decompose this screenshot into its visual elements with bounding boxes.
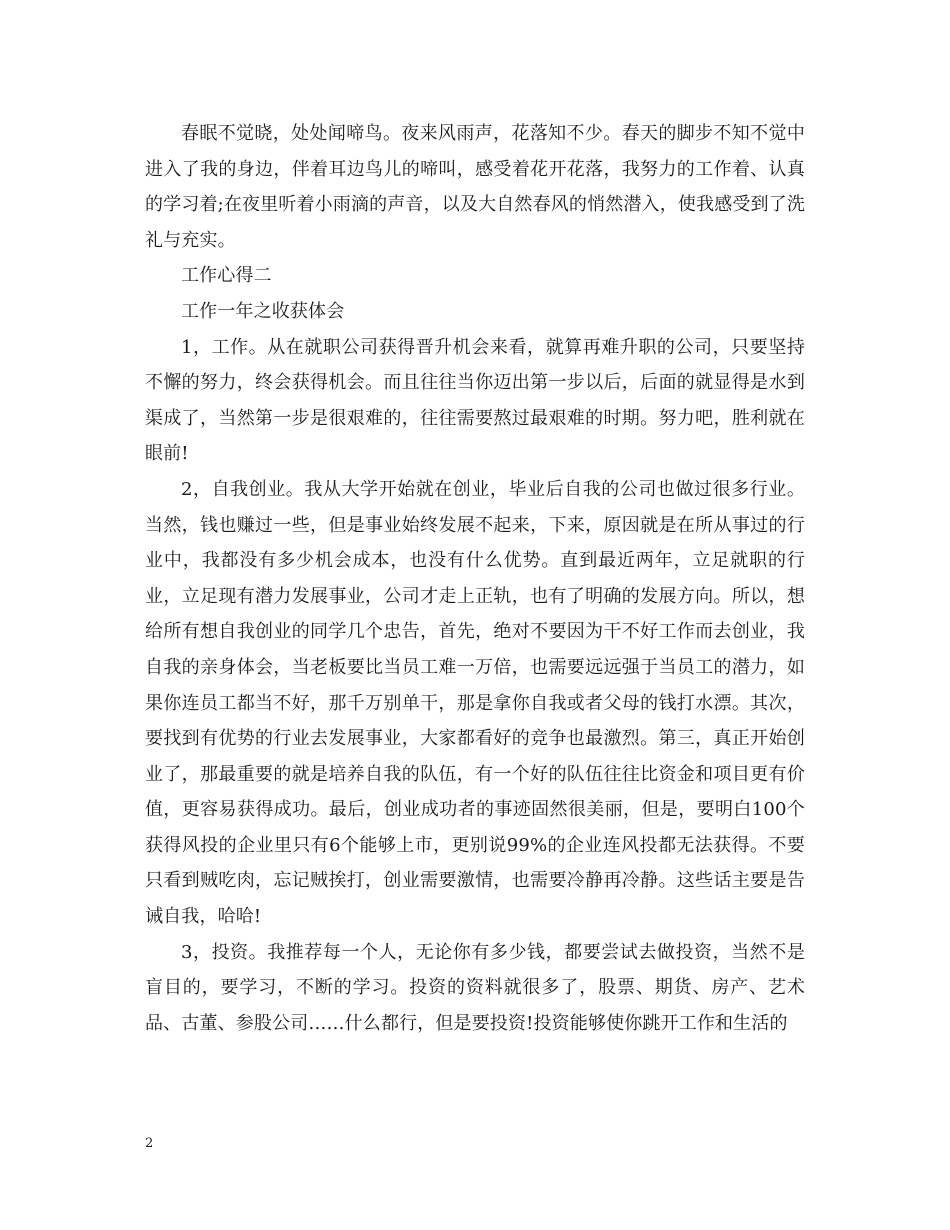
section-heading: 工作心得二 [181, 265, 272, 287]
paragraph-intro: 春眠不觉晓，处处闻啼鸟。夜来风雨声，花落知不少。春天的脚步不知不觉中进入了我的身边，伴着耳边鸟儿的啼叫，感受着花开花落，我努力的工作着、认真的学习着;在夜里听着小雨滴的声音，以及大自然春风的悄然潜入，使我感受到了洗礼与充实。 [145, 123, 805, 251]
paragraph-investment: 3，投资。我推荐每一个人，无论你有多少钱，都要尝试去做投资，当然不是盲目的，要学习，不断的学习。投资的资料就很多了，股票、期货、房产、艺术品、古董、参股公司……什么都行，但是要投资!投资能够使你跳开工作和生活的 [145, 941, 805, 1034]
document-body [145, 116, 805, 1041]
section-subheading: 工作一年之收获体会 [181, 300, 345, 322]
page-number: 2 [145, 1136, 154, 1151]
paragraph-work: 1，工作。从在就职公司获得晋升机会来看，就算再难升职的公司，只要坚持不懈的努力，终会获得机会。而且往往当你迈出第一步以后，后面的就显得是水到渠成了，当然第一步是很艰难的，往往需要熬过最艰难的时期。努力吧，胜利就在眼前! [145, 336, 805, 465]
paragraph-entrepreneurship: 2，自我创业。我从大学开始就在创业，毕业后自我的公司也做过很多行业。当然，钱也赚过一些，但是事业始终发展不起来，下来，原因就是在所从事过的行业中，我都没有多少机会成本，也没有什么优势。直到最近两年，立足就职的行业，立足现有潜力发展事业，公司才走上正轨，也有了明确的发展方向。所以，想给所有想自我创业的同学几个忠告，首先，绝对不要因为干不好工作而去创业，我自我的亲身体会，当老板要比当员工难一万倍，也需要远远强于当员工的潜力，如果你连员工都当不好，那千万别单干，那是拿你自我或者父母的钱打水漂。其次，要找到有优势的行业去发展事业，大家都看好的竞争也最激烈。第三，真正开始创业了，那最重要的就是培养自我的队伍，有一个好的队伍往往比资金和项目更有价值，更容易获得成功。最后，创业成功者的事迹固然很美丽，但是，要明白100个获得风投的企业里只有6个能够上市，更别说99%的企业连风投都无法获得。不要只看到贼吃肉，忘记贼挨打，创业需要激情，也需要冷静再冷静。这些话主要是告诫自我，哈哈! [145, 478, 805, 928]
